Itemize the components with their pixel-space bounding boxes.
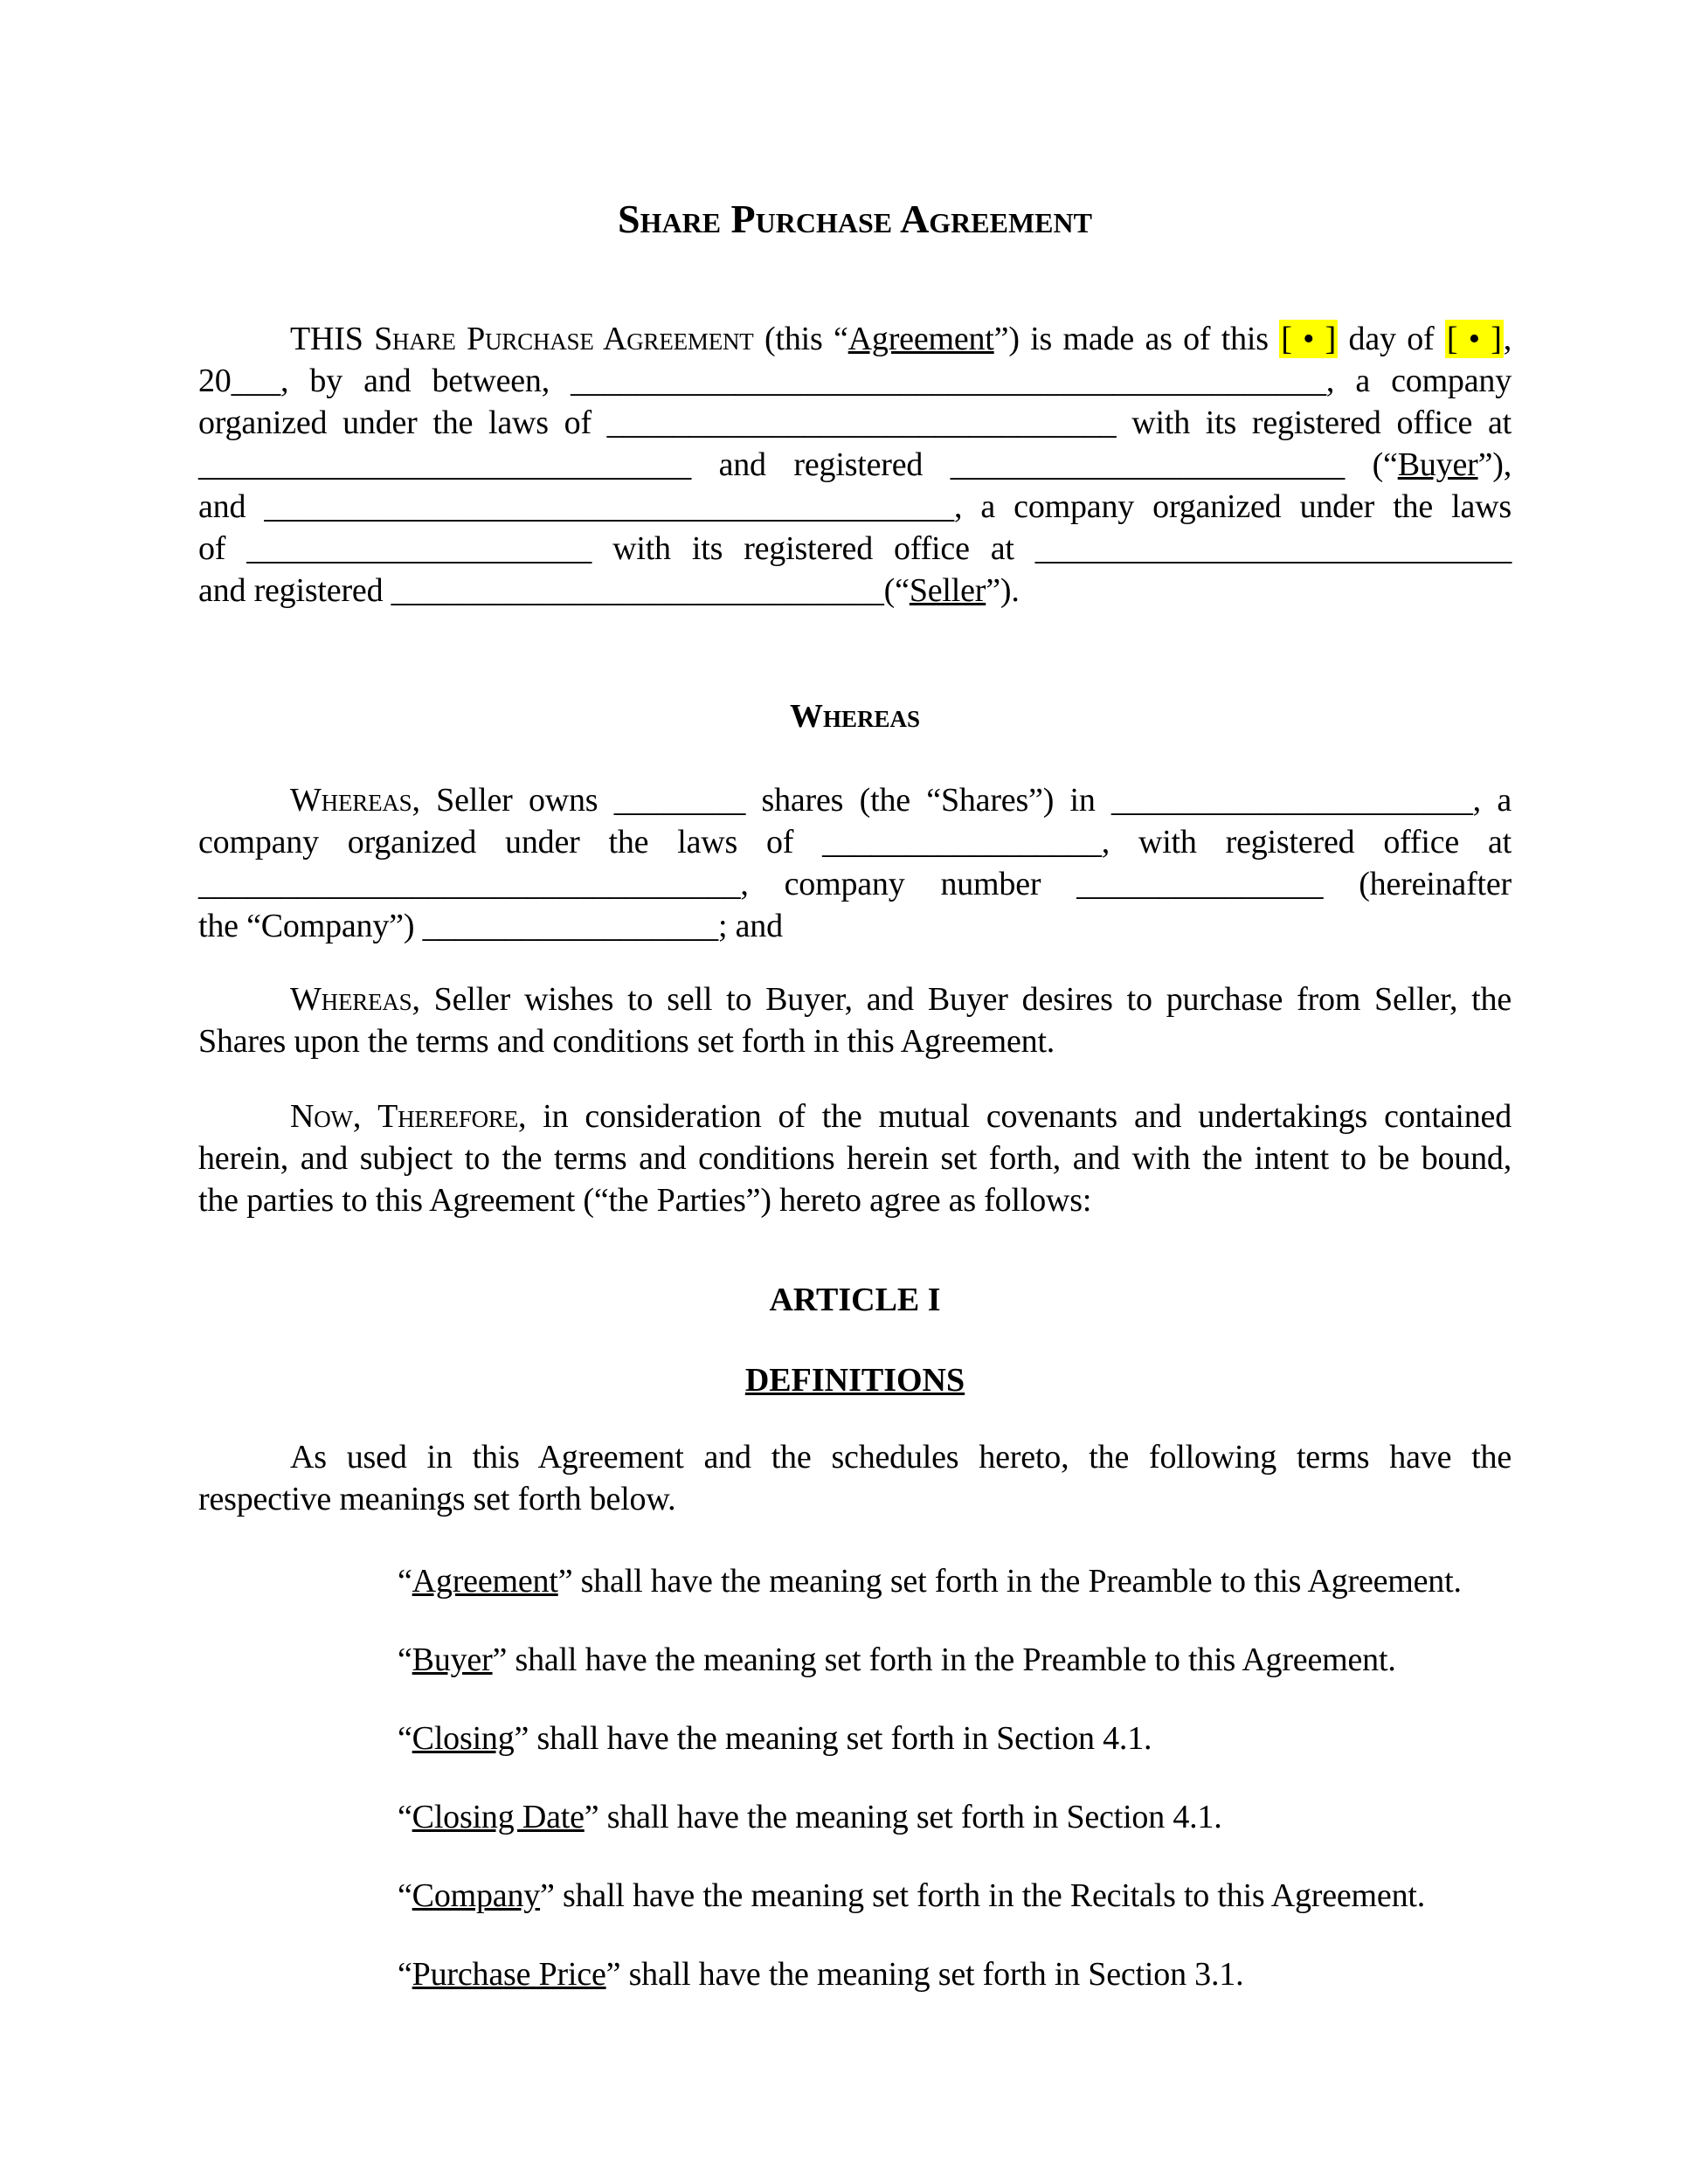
text-run: ” shall have the meaning set forth in the Preamble to this Agreement. xyxy=(557,1563,1462,1600)
text-run: ”). xyxy=(986,572,1020,609)
text-run: of _____________________ with its registered office at _____________________________ xyxy=(198,530,1512,567)
text-run: ” shall have the meaning set forth in the Preamble to this Agreement. xyxy=(492,1641,1396,1678)
text-run: “ xyxy=(398,1720,412,1757)
text-line xyxy=(198,978,1512,1020)
text-run: “ xyxy=(398,1799,412,1835)
text-run: , Seller owns ________ shares (the “Shares”) in ______________________, a xyxy=(412,782,1512,819)
text-run: Shares upon the terms and conditions set forth in this Agreement. xyxy=(198,1023,1055,1060)
text-line xyxy=(198,360,1512,402)
text-run: herein, and subject to the terms and conditions herein set forth, and with the intent to be bound, xyxy=(198,1140,1512,1177)
smallcaps-text: Share Purchase Agreement xyxy=(374,321,754,357)
text-line xyxy=(198,1020,1512,1062)
text-run: “ xyxy=(398,1956,412,1993)
text-line xyxy=(198,528,1512,570)
text-run: ”), xyxy=(1477,446,1512,483)
text-run: company organized under the laws of _________________, with registered office at xyxy=(198,824,1512,860)
text-run: organized under the laws of _______________________________ with its registered office at xyxy=(198,404,1512,441)
text-line xyxy=(198,1137,1512,1179)
defined-term: Closing Date xyxy=(412,1799,585,1835)
text-line xyxy=(198,570,1512,612)
text-line xyxy=(198,1095,1512,1137)
text-run: the “Company”) __________________; and xyxy=(198,908,783,944)
defined-term: Purchase Price xyxy=(412,1956,606,1993)
defined-term: Buyer xyxy=(412,1641,493,1678)
text-run: ”) is made as of this xyxy=(993,321,1280,357)
text-line xyxy=(198,318,1512,360)
text-line xyxy=(198,402,1512,444)
text-run: the parties to this Agreement (“the Parties”) hereto agree as follows: xyxy=(198,1182,1092,1219)
text-run: day of xyxy=(1338,321,1445,357)
text-run: and registered ______________________________(“ xyxy=(198,572,910,609)
definitions-heading: DEFINITIONS xyxy=(744,1362,965,1399)
text-run: ” shall have the meaning set forth in Section 3.1. xyxy=(605,1956,1244,1993)
smallcaps-text: Now xyxy=(290,1098,353,1135)
intro-paragraph xyxy=(198,318,1512,612)
text-line xyxy=(198,1478,1512,1520)
smallcaps-text: Share Purchase Agreement xyxy=(618,197,1092,241)
defined-term: Company xyxy=(412,1877,541,1914)
defined-term: Seller xyxy=(909,572,986,609)
definitions-intro-paragraph xyxy=(198,1436,1512,1520)
smallcaps-text: Whereas xyxy=(290,981,412,1018)
definitions-list xyxy=(198,1560,1512,1995)
text-run: , xyxy=(1503,321,1512,357)
text-run: THIS xyxy=(290,321,375,357)
definition-item xyxy=(398,1717,1512,1759)
text-run: “ xyxy=(398,1877,412,1914)
text-line xyxy=(198,863,1512,905)
highlighted-placeholder: [ • ] xyxy=(1446,321,1502,357)
definition-item xyxy=(398,1639,1512,1681)
definition-item xyxy=(398,1560,1512,1602)
highlighted-placeholder: [ • ] xyxy=(1281,321,1337,357)
definition-item xyxy=(398,1796,1512,1838)
whereas-recital-2 xyxy=(198,978,1512,1062)
defined-term: Closing xyxy=(412,1720,515,1757)
article-1-heading: ARTICLE I xyxy=(769,1282,941,1318)
text-line xyxy=(198,444,1512,486)
text-run: “ xyxy=(398,1641,412,1678)
whereas-heading xyxy=(198,695,1512,737)
smallcaps-text: Therefore xyxy=(377,1098,519,1135)
smallcaps-text: Whereas xyxy=(290,782,412,819)
text-run: ” shall have the meaning set forth in Section 4.1. xyxy=(514,1720,1152,1757)
definition-item xyxy=(398,1953,1512,1995)
defined-term: Agreement xyxy=(847,321,994,357)
text-run: ” shall have the meaning set forth in Section 4.1. xyxy=(584,1799,1222,1835)
text-run: and __________________________________________, a company organized under the laws xyxy=(198,488,1512,525)
text-line xyxy=(198,486,1512,528)
text-run: As used in this Agreement and the schedules hereto, the following terms have the xyxy=(290,1439,1512,1476)
defined-term: Agreement xyxy=(412,1563,558,1600)
text-run: 20___, by and between, ______________________________________________, a company xyxy=(198,363,1512,399)
text-line xyxy=(198,779,1512,821)
text-line xyxy=(198,1179,1512,1221)
text-run: ” shall have the meaning set forth in the Recitals to this Agreement. xyxy=(540,1877,1426,1914)
text-run: , xyxy=(352,1098,378,1135)
text-run: ______________________________ and registered ________________________ (“ xyxy=(198,446,1398,483)
now-therefore-paragraph xyxy=(198,1095,1512,1221)
text-run: , Seller wishes to sell to Buyer, and Buyer desires to purchase from Seller, the xyxy=(412,981,1512,1018)
text-run: (this “ xyxy=(753,321,848,357)
text-line xyxy=(198,1436,1512,1478)
text-line xyxy=(198,905,1512,947)
text-run: , in consideration of the mutual covenants and undertakings contained xyxy=(518,1098,1512,1135)
text-run: respective meanings set forth below. xyxy=(198,1481,676,1517)
text-line xyxy=(198,821,1512,863)
defined-term: Buyer xyxy=(1397,446,1478,483)
text-run: “ xyxy=(398,1563,412,1600)
definition-item xyxy=(398,1875,1512,1917)
text-run: _________________________________, company number _______________ (hereinafter xyxy=(198,866,1512,902)
smallcaps-text: Whereas xyxy=(789,698,921,735)
whereas-recital-1 xyxy=(198,779,1512,947)
document-title xyxy=(198,196,1512,243)
